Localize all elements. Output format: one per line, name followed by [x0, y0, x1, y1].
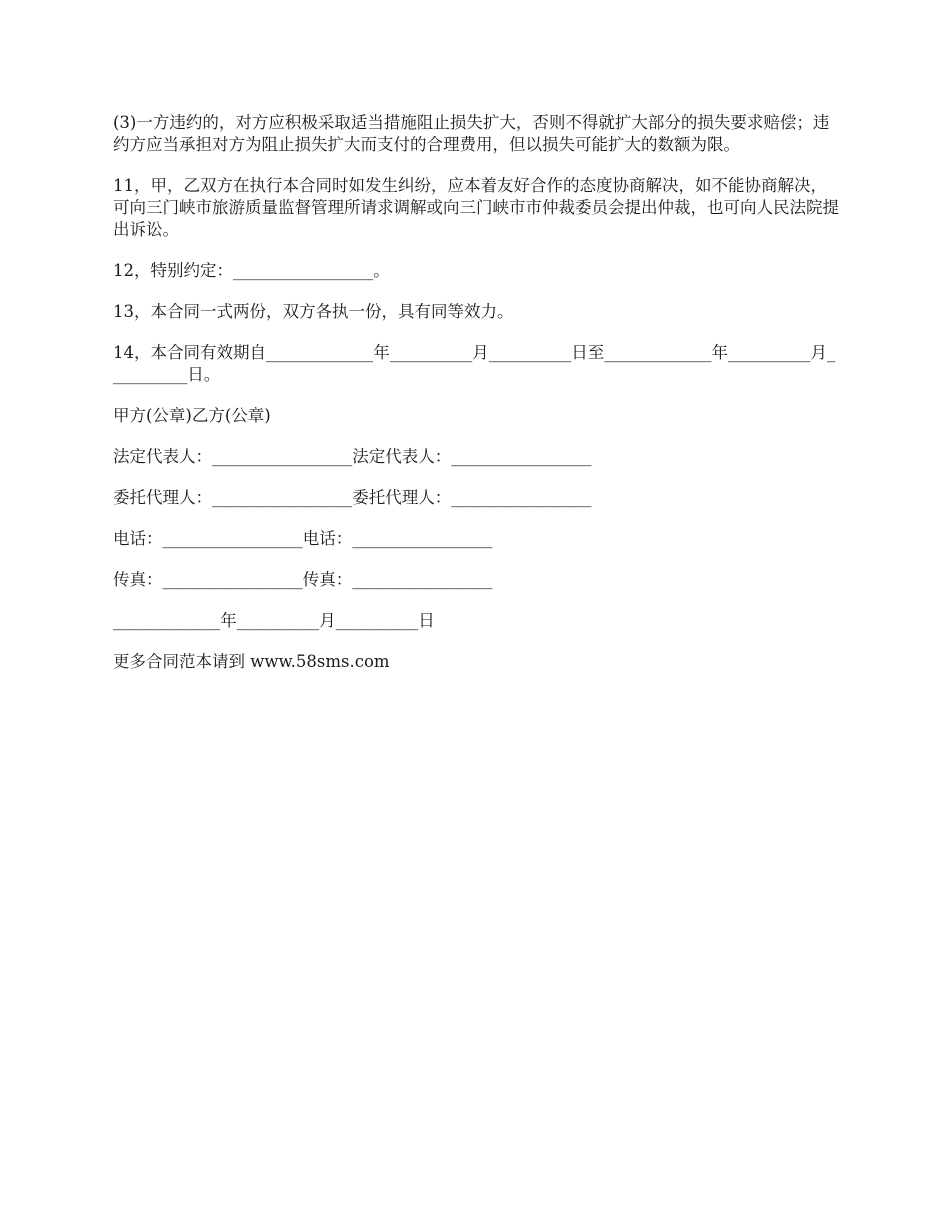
document-body [113, 112, 843, 692]
clause-11-dispute: 11，甲，乙双方在执行本合同时如发生纠纷，应本着友好合作的态度协商解决，如不能协商解决，可向三门峡市旅游质量监督管理所请求调解或向三门峡市市仲裁委员会提出仲裁，也可向人民法院提出诉讼。 [113, 176, 839, 239]
clause-12-special: 12，特别约定：_________________。 [113, 261, 390, 280]
signature-legal-rep: 法定代表人：_________________法定代表人：_________________ [113, 447, 592, 466]
clause-3-breach: (3)一方违约的，对方应积极采取适当措施阻止损失扩大，否则不得就扩大部分的损失要求赔偿；违约方应当承担对方为阻止损失扩大而支付的合理费用，但以损失可能扩大的数额为限。 [113, 113, 830, 154]
clause-13-copies: 13，本合同一式两份，双方各执一份，具有同等效力。 [113, 302, 514, 321]
signature-date: _____________年__________月__________日 [113, 611, 435, 630]
signature-parties: 甲方(公章)乙方(公章) [113, 406, 271, 425]
signature-agent: 委托代理人：_________________委托代理人：_________________ [113, 488, 592, 507]
signature-phone: 电话：_________________电话：_________________ [113, 529, 493, 548]
footer-note: 更多合同范本请到 www.58sms.com [113, 652, 390, 671]
signature-fax: 传真：_________________传真：_________________ [113, 570, 493, 589]
clause-14-validity: 14，本合同有效期自_____________年__________月__________日至_____________年__________月__________日。 [113, 343, 836, 384]
